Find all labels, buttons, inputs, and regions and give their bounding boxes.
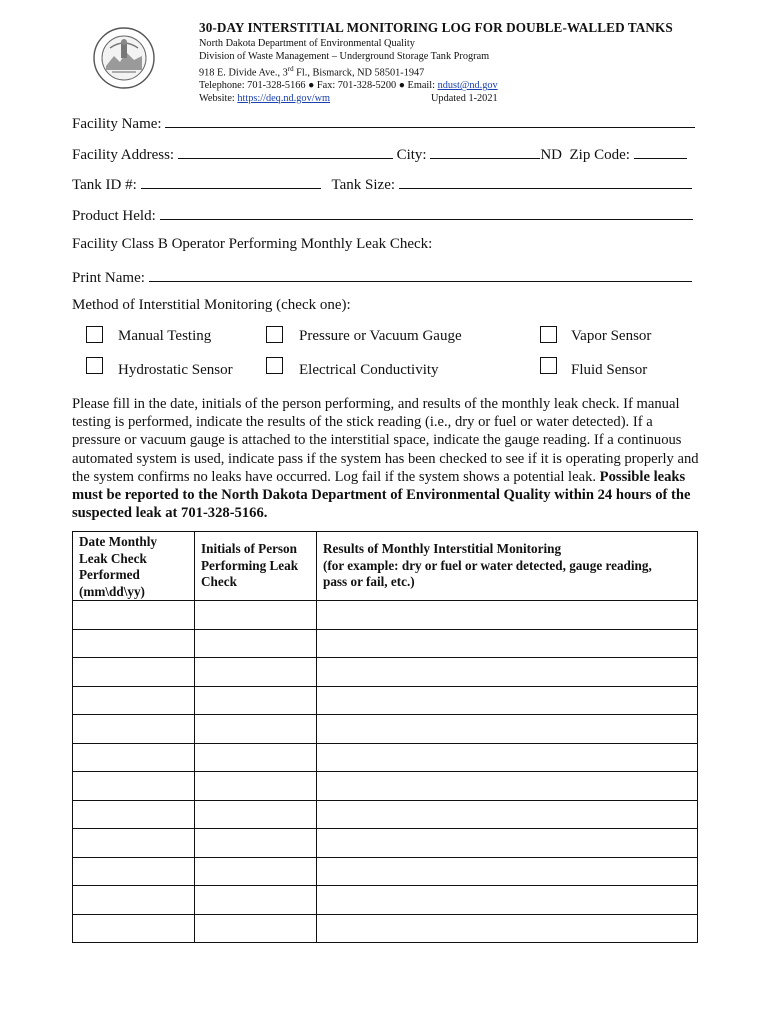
- results-cell[interactable]: [317, 743, 698, 772]
- fluid-sensor-checkbox[interactable]: [540, 357, 557, 374]
- date-cell[interactable]: [73, 829, 195, 858]
- facility-name-label: Facility Name:: [72, 116, 162, 132]
- state-label: ND: [540, 147, 563, 163]
- document-header: [199, 20, 739, 105]
- fax: Fax: 701-328-5200: [316, 80, 397, 92]
- date-cell[interactable]: [73, 658, 195, 687]
- table-row: [73, 914, 698, 943]
- initials-cell[interactable]: [195, 886, 317, 915]
- facility-name-row: [72, 113, 695, 133]
- city-field[interactable]: [430, 144, 540, 159]
- table-row: [73, 658, 698, 687]
- date-cell[interactable]: [73, 743, 195, 772]
- tank-row: [72, 174, 692, 194]
- initials-cell[interactable]: [195, 800, 317, 829]
- agency-name: North Dakota Department of Environmental Quality: [199, 38, 415, 49]
- instructions-paragraph: [72, 395, 702, 522]
- initials-cell[interactable]: [195, 829, 317, 858]
- date-cell[interactable]: [73, 715, 195, 744]
- tank-id-field[interactable]: [141, 174, 321, 189]
- initials-cell[interactable]: [195, 914, 317, 943]
- initials-cell[interactable]: [195, 772, 317, 801]
- date-cell[interactable]: [73, 886, 195, 915]
- facility-name-field[interactable]: [165, 113, 695, 128]
- electrical-conductivity-label: Electrical Conductivity: [299, 362, 439, 378]
- manual-testing-label: Manual Testing: [118, 328, 212, 344]
- website-link[interactable]: https://deq.nd.gov/wm: [237, 92, 331, 104]
- results-cell[interactable]: [317, 829, 698, 858]
- hydrostatic-sensor-label: Hydrostatic Sensor: [118, 362, 233, 378]
- vapor-sensor-label: Vapor Sensor: [571, 328, 652, 344]
- table-row: [73, 829, 698, 858]
- table-row: [73, 886, 698, 915]
- zip-label: Zip Code:: [569, 147, 630, 163]
- print-name-label: Print Name:: [72, 270, 145, 286]
- hydrostatic-sensor-checkbox[interactable]: [86, 357, 103, 374]
- table-row: [73, 743, 698, 772]
- division-name: Division of Waste Management – Underground Storage Tank Program: [199, 50, 490, 62]
- facility-address-field[interactable]: [178, 144, 393, 159]
- state-seal-logo: [92, 26, 156, 90]
- electrical-conductivity-checkbox[interactable]: [266, 357, 283, 374]
- results-cell[interactable]: [317, 629, 698, 658]
- zip-field[interactable]: [634, 144, 687, 159]
- results-column-header: Results of Monthly Interstitial Monitoring (for example: dry or fuel or water detected, gauge reading, pass or fail, etc.): [317, 532, 698, 601]
- contact-line: Telephone: 701-328-5166 ● Fax: 701-328-5200 ● Email: ndust@nd.gov: [199, 80, 498, 92]
- results-cell[interactable]: [317, 715, 698, 744]
- bullet-icon: ●: [398, 80, 405, 92]
- pressure-vacuum-label: Pressure or Vacuum Gauge: [299, 328, 462, 344]
- date-cell[interactable]: [73, 601, 195, 630]
- facility-address-label: Facility Address:: [72, 147, 175, 163]
- tank-size-field[interactable]: [399, 174, 692, 189]
- print-name-field[interactable]: [149, 267, 692, 282]
- initials-cell[interactable]: [195, 857, 317, 886]
- tank-size-label: Tank Size:: [331, 177, 396, 193]
- manual-testing-checkbox[interactable]: [86, 326, 103, 343]
- vapor-sensor-checkbox[interactable]: [540, 326, 557, 343]
- pressure-vacuum-checkbox[interactable]: [266, 326, 283, 343]
- bullet-icon: ●: [308, 80, 315, 92]
- initials-cell[interactable]: [195, 686, 317, 715]
- results-cell[interactable]: [317, 772, 698, 801]
- table-row: [73, 601, 698, 630]
- date-cell[interactable]: [73, 914, 195, 943]
- results-cell[interactable]: [317, 686, 698, 715]
- date-cell[interactable]: [73, 629, 195, 658]
- product-held-field[interactable]: [160, 205, 693, 220]
- product-held-label: Product Held:: [72, 208, 156, 224]
- table-header-row: [73, 532, 698, 601]
- initials-cell[interactable]: [195, 743, 317, 772]
- results-cell[interactable]: [317, 886, 698, 915]
- operator-label: Facility Class B Operator Performing Monthly Leak Check:: [72, 236, 433, 252]
- tank-id-label: Tank ID #:: [72, 177, 137, 193]
- product-held-row: [72, 205, 693, 225]
- initials-column-header: Initials of Person Performing Leak Check: [195, 532, 317, 601]
- table-row: [73, 715, 698, 744]
- results-cell[interactable]: [317, 601, 698, 630]
- table-row: [73, 686, 698, 715]
- date-cell[interactable]: [73, 800, 195, 829]
- instructions-warning: Possible leaks must be reported to the North Dakota Department of Environmental Quality within 24 hours of the suspected leak at 701-328-5166.: [72, 468, 691, 522]
- document-title: 30-DAY INTERSTITIAL MONITORING LOG FOR DOUBLE-WALLED TANKS: [199, 20, 673, 35]
- date-cell[interactable]: [73, 772, 195, 801]
- date-column-header: Date Monthly Leak Check Performed (mm\dd\yy): [73, 532, 195, 601]
- initials-cell[interactable]: [195, 715, 317, 744]
- date-cell[interactable]: [73, 686, 195, 715]
- telephone: Telephone: 701-328-5166: [199, 80, 306, 92]
- agency-address: 918 E. Divide Ave., 3rd Fl., Bismarck, ND 58501-1947: [199, 65, 425, 79]
- table-row: [73, 800, 698, 829]
- monitoring-log-table: [72, 531, 698, 943]
- city-label: City:: [396, 147, 427, 163]
- results-cell[interactable]: [317, 914, 698, 943]
- website-line: Website: https://deq.nd.gov/wm Updated 1-2021: [199, 92, 498, 104]
- initials-cell[interactable]: [195, 629, 317, 658]
- facility-address-row: [72, 144, 687, 164]
- initials-cell[interactable]: [195, 658, 317, 687]
- results-cell[interactable]: [317, 800, 698, 829]
- table-row: [73, 629, 698, 658]
- print-name-row: [72, 267, 692, 287]
- results-cell[interactable]: [317, 857, 698, 886]
- fluid-sensor-label: Fluid Sensor: [571, 362, 648, 378]
- initials-cell[interactable]: [195, 601, 317, 630]
- results-cell[interactable]: [317, 658, 698, 687]
- date-cell[interactable]: [73, 857, 195, 886]
- method-heading: Method of Interstitial Monitoring (check one):: [72, 297, 351, 313]
- updated-date: Updated 1-2021: [431, 92, 498, 104]
- table-row: [73, 857, 698, 886]
- email-link[interactable]: ndust@nd.gov: [437, 80, 498, 92]
- operator-row: [72, 236, 432, 253]
- instructions-text: Please fill in the date, initials of the person performing, and results of the monthly leak check. If manual testing is performed, indicate the results of the stick reading (i.e., dry or fuel or water detected). If a pressure or vacuum gauge is attached to the interstitial space, indicate the gauge reading. If a continuous automated system is used, indicate pass if the system has been checked to see if it is operating properly and the system confirms no leaks have occurred. Log fail if the system shows a potential leak.: [72, 396, 699, 485]
- table-row: [73, 772, 698, 801]
